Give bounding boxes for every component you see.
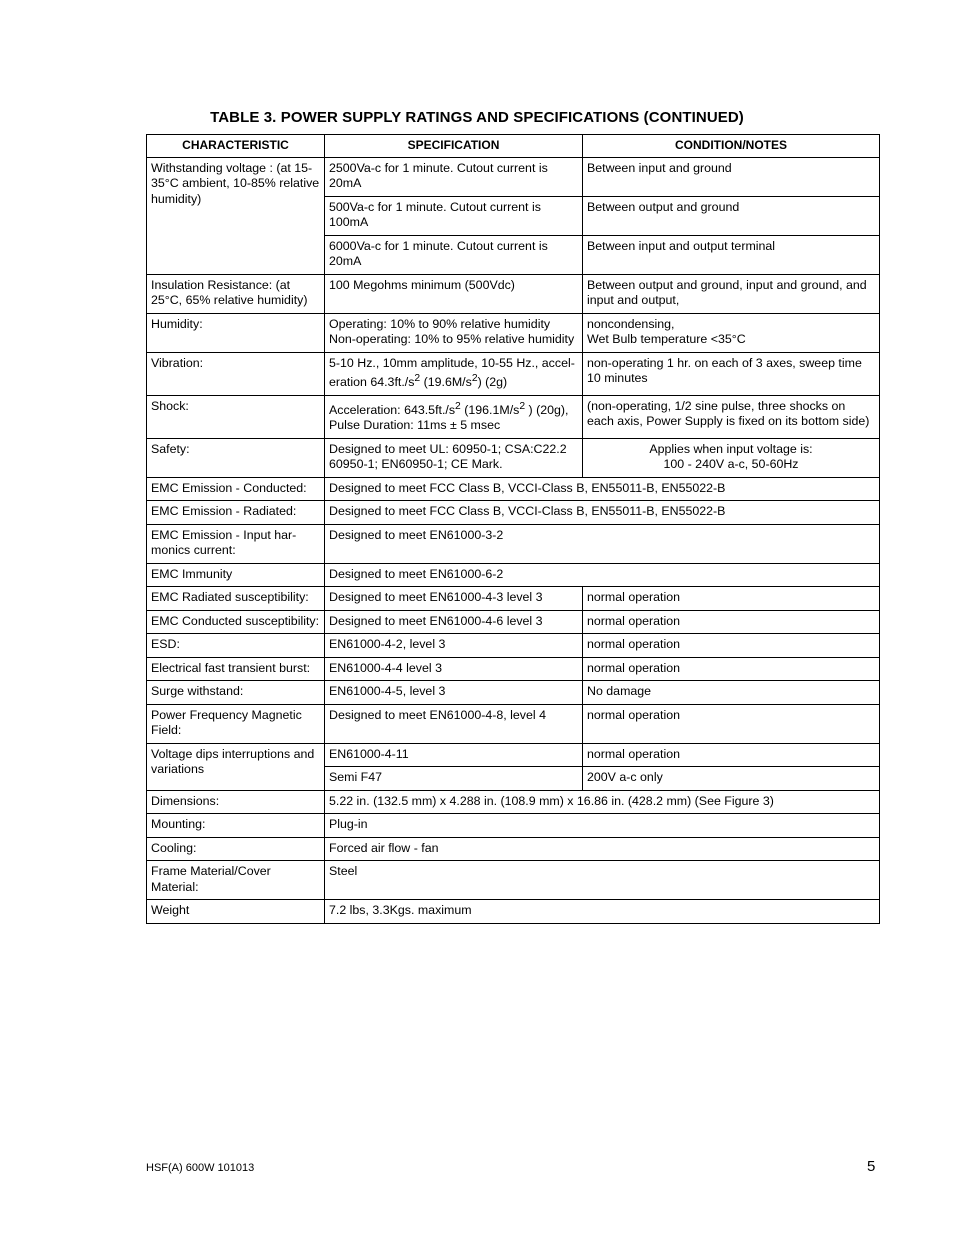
spec-cell: Designed to meet EN61000-4-6 level 3 [325, 610, 583, 634]
table-row [147, 861, 880, 900]
char-cell: Power Frequency Magnetic Field: [147, 704, 325, 743]
char-cell: Weight [147, 900, 325, 924]
table-row [147, 790, 880, 814]
char-cell: EMC Emission - Conducted: [147, 477, 325, 501]
char-cell: EMC Immunity [147, 563, 325, 587]
char-cell: EMC Conducted susceptibility: [147, 610, 325, 634]
spec-cell: Designed to meet EN61000-6-2 [325, 563, 880, 587]
table-row [147, 157, 880, 196]
spec-cell: 7.2 lbs, 3.3Kgs. maximum [325, 900, 880, 924]
table-row [147, 634, 880, 658]
spec-text: Acceleration: 643.5ft./s [329, 402, 456, 417]
notes-line: Wet Bulb temperature <35°C [587, 332, 746, 346]
spec-text: ) (2g) [477, 375, 508, 390]
spec-cell [325, 313, 583, 352]
spec-cell: Plug-in [325, 814, 880, 838]
char-cell: Humidity: [147, 313, 325, 352]
table-row [147, 563, 880, 587]
footer-doc-id: HSF(A) 600W 101013 [146, 1162, 255, 1174]
spec-cell: EN61000-4-5, level 3 [325, 681, 583, 705]
table-row [147, 587, 880, 611]
superscript: 2 [471, 373, 478, 384]
superscript: 2 [455, 400, 461, 412]
table-row [147, 438, 880, 477]
table-title: TABLE 3. POWER SUPPLY RATINGS AND SPECIFICATIONS (CONTINUED) [210, 109, 744, 126]
spec-text: ) (20g), Pulse Duration: 11ms ± 5 msec [329, 402, 569, 433]
notes-cell: normal operation [583, 657, 880, 681]
notes-cell: Between output and ground [583, 196, 880, 235]
header-specification: SPECIFICATION [325, 135, 583, 158]
char-cell: Vibration: [147, 352, 325, 395]
notes-cell: normal operation [583, 634, 880, 658]
notes-cell: normal operation [583, 587, 880, 611]
spec-cell: EN61000-4-2, level 3 [325, 634, 583, 658]
char-withstanding: Withstanding voltage : (at 15-35°C ambient, 10-85% relative humidity) [147, 157, 325, 274]
header-characteristic: CHARACTERISTIC [147, 135, 325, 158]
table-row [147, 313, 880, 352]
spec-cell: 5.22 in. (132.5 mm) x 4.288 in. (108.9 mm) x 16.86 in. (428.2 mm) (See Figure 3) [325, 790, 880, 814]
notes-line: noncondensing, [587, 316, 675, 331]
notes-cell: normal operation [583, 743, 880, 767]
table-header-row [147, 135, 880, 158]
notes-cell: 200V a-c only [583, 767, 880, 791]
notes-cell: non-operating 1 hr. on each of 3 axes, sweep time 10 minutes [583, 352, 880, 395]
table-row [147, 837, 880, 861]
notes-cell: Between output and ground, input and ground, and input and output, [583, 274, 880, 313]
table-row [147, 501, 880, 525]
page-number: 5 [867, 1158, 876, 1175]
notes-cell: normal operation [583, 610, 880, 634]
table-row [147, 657, 880, 681]
notes-line: 100 - 240V a-c, 50-60Hz [663, 457, 799, 472]
spec-cell: Forced air flow - fan [325, 837, 880, 861]
spec-cell: 6000Va-c for 1 minute. Cutout current is 20mA [325, 235, 583, 274]
char-cell: Mounting: [147, 814, 325, 838]
char-cell: EMC Emission - Radiated: [147, 501, 325, 525]
spec-cell: EN61000-4-4 level 3 [325, 657, 583, 681]
char-cell: Surge withstand: [147, 681, 325, 705]
notes-line: Applies when input voltage is: [649, 441, 813, 456]
table-row [147, 900, 880, 924]
spec-text: (196.1M/s [460, 402, 520, 417]
char-cell: Frame Material/Cover Material: [147, 861, 325, 900]
spec-cell: 100 Megohms minimum (500Vdc) [325, 274, 583, 313]
char-cell: Electrical fast transient burst: [147, 657, 325, 681]
notes-cell: No damage [583, 681, 880, 705]
spec-cell: 2500Va-c for 1 minute. Cutout current is 20mA [325, 157, 583, 196]
spec-line: Non-operating: 10% to 95% relative humidity [329, 332, 575, 346]
table-row [147, 477, 880, 501]
notes-cell: (non-operating, 1/2 sine pulse, three shocks on each axis, Power Supply is fixed on its bottom side) [583, 395, 880, 438]
table-row [147, 814, 880, 838]
spec-cell: Designed to meet FCC Class B, VCCI-Class B, EN55011-B, EN55022-B [325, 501, 880, 525]
notes-cell: Between input and ground [583, 157, 880, 196]
table-row [147, 704, 880, 743]
spec-text: (19.6M/s [420, 375, 472, 390]
char-cell: Shock: [147, 395, 325, 438]
spec-cell: Steel [325, 861, 880, 900]
superscript: 2 [414, 373, 421, 384]
char-cell: EMC Radiated susceptibility: [147, 587, 325, 611]
char-cell: Safety: [147, 438, 325, 477]
char-voltage-dips: Voltage dips interruptions and variations [147, 743, 325, 790]
spec-line: Operating: 10% to 90% relative humidity [329, 316, 551, 331]
table-row [147, 274, 880, 313]
spec-table [146, 134, 880, 924]
notes-cell [583, 438, 880, 477]
table-row [147, 681, 880, 705]
spec-cell: EN61000-4-11 [325, 743, 583, 767]
spec-cell: 500Va-c for 1 minute. Cutout current is 100mA [325, 196, 583, 235]
spec-cell: Designed to meet EN61000-4-8, level 4 [325, 704, 583, 743]
spec-cell: Designed to meet UL: 60950-1; CSA:C22.2 60950-1; EN60950-1; CE Mark. [325, 438, 583, 477]
notes-cell [583, 313, 880, 352]
table-row [147, 610, 880, 634]
spec-cell: Semi F47 [325, 767, 583, 791]
table-row [147, 352, 880, 395]
table-row [147, 395, 880, 438]
char-cell: Insulation Resistance: (at 25°C, 65% relative humidity) [147, 274, 325, 313]
spec-cell [325, 395, 583, 438]
table-row [147, 524, 880, 563]
char-cell: EMC Emission - Input har-monics current: [147, 524, 325, 563]
char-cell: Cooling: [147, 837, 325, 861]
spec-cell [325, 352, 583, 395]
header-condition-notes: CONDITION/NOTES [583, 135, 880, 158]
spec-cell: Designed to meet EN61000-3-2 [325, 524, 880, 563]
spec-cell: Designed to meet FCC Class B, VCCI-Class B, EN55011-B, EN55022-B [325, 477, 880, 501]
superscript: 2 [519, 400, 526, 412]
table-row [147, 743, 880, 767]
char-cell: ESD: [147, 634, 325, 658]
notes-cell: Between input and output terminal [583, 235, 880, 274]
notes-cell: normal operation [583, 704, 880, 743]
spec-cell: Designed to meet EN61000-4-3 level 3 [325, 587, 583, 611]
spec-text: 5-10 Hz., 10mm amplitude, 10-55 Hz., accel-eration 64.3ft./s [329, 355, 575, 390]
char-cell: Dimensions: [147, 790, 325, 814]
